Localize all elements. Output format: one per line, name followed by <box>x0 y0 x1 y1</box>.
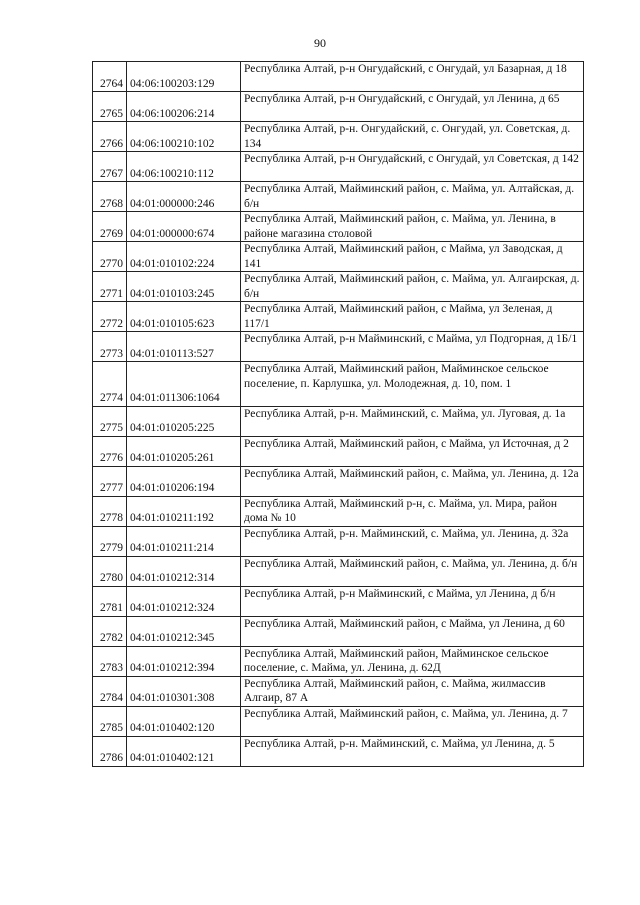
cadastral-number-cell: 04:01:010206:194 <box>127 466 241 496</box>
address-cell: Республика Алтай, р-н Онгудайский, с Онгудай, ул Ленина, д 65 <box>241 92 584 122</box>
row-number-cell: 2766 <box>93 122 127 152</box>
row-number-cell: 2781 <box>93 586 127 616</box>
address-cell: Республика Алтай, Майминский район, с Майма, ул Ленина, д 60 <box>241 616 584 646</box>
table-row <box>93 406 584 436</box>
row-number-cell: 2780 <box>93 556 127 586</box>
cadastral-number-cell: 04:01:010402:120 <box>127 706 241 736</box>
address-cell: Республика Алтай, Майминский район, с Майма, ул Зеленая, д 117/1 <box>241 302 584 332</box>
address-cell: Республика Алтай, Майминский район, Майминское сельское поселение, п. Карлушка, ул. Молодежная, д. 10, пом. 1 <box>241 362 584 407</box>
row-number-cell: 2779 <box>93 526 127 556</box>
address-cell: Республика Алтай, Майминский район, с. Майма, жилмассив Алгаир, 87 А <box>241 676 584 706</box>
address-cell: Республика Алтай, р-н. Онгудайский, с. Онгудай, ул. Советская, д. 134 <box>241 122 584 152</box>
cadastral-number-cell: 04:01:010212:345 <box>127 616 241 646</box>
table-row <box>93 302 584 332</box>
table-row <box>93 676 584 706</box>
row-number-cell: 2765 <box>93 92 127 122</box>
row-number-cell: 2773 <box>93 332 127 362</box>
row-number-cell: 2786 <box>93 736 127 766</box>
cadastral-number-cell: 04:01:010211:192 <box>127 496 241 526</box>
row-number-cell: 2768 <box>93 182 127 212</box>
cadastral-number-cell: 04:01:000000:674 <box>127 212 241 242</box>
cadastral-number-cell: 04:01:010211:214 <box>127 526 241 556</box>
table-row <box>93 92 584 122</box>
cadastral-number-cell: 04:01:000000:246 <box>127 182 241 212</box>
table-row <box>93 242 584 272</box>
address-cell: Республика Алтай, Майминский р-н, с. Майма, ул. Мира, район дома № 10 <box>241 496 584 526</box>
table-row <box>93 556 584 586</box>
row-number-cell: 2769 <box>93 212 127 242</box>
address-cell: Республика Алтай, Майминский район, с. Майма, ул. Ленина, в районе магазина столовой <box>241 212 584 242</box>
address-cell: Республика Алтай, Майминский район, Майминское сельское поселение, с. Майма, ул. Ленина, д. 62Д <box>241 646 584 676</box>
cadastral-number-cell: 04:06:100203:129 <box>127 62 241 92</box>
cadastral-number-cell: 04:01:010103:245 <box>127 272 241 302</box>
address-cell: Республика Алтай, Майминский район, с. Майма, ул. Алгаирская, д. б/н <box>241 272 584 302</box>
row-number-cell: 2784 <box>93 676 127 706</box>
address-cell: Республика Алтай, р-н. Майминский, с. Майма, ул Ленина, д. 5 <box>241 736 584 766</box>
cadastral-number-cell: 04:01:010205:225 <box>127 406 241 436</box>
address-cell: Республика Алтай, Майминский район, с. Майма, ул. Ленина, д. 7 <box>241 706 584 736</box>
address-cell: Республика Алтай, р-н Онгудайский, с Онгудай, ул Советская, д 142 <box>241 152 584 182</box>
row-number-cell: 2785 <box>93 706 127 736</box>
row-number-cell: 2775 <box>93 406 127 436</box>
cadastral-number-cell: 04:06:100210:102 <box>127 122 241 152</box>
table-row <box>93 122 584 152</box>
table-row <box>93 586 584 616</box>
cadastral-number-cell: 04:06:100206:214 <box>127 92 241 122</box>
cadastral-number-cell: 04:01:010102:224 <box>127 242 241 272</box>
address-cell: Республика Алтай, Майминский район, с. Майма, ул. Ленина, д. 12а <box>241 466 584 496</box>
table-row <box>93 466 584 496</box>
table-row <box>93 332 584 362</box>
row-number-cell: 2777 <box>93 466 127 496</box>
table-row <box>93 212 584 242</box>
table-row <box>93 436 584 466</box>
row-number-cell: 2770 <box>93 242 127 272</box>
cadastral-number-cell: 04:01:011306:1064 <box>127 362 241 407</box>
address-cell: Республика Алтай, Майминский район, с Майма, ул Источная, д 2 <box>241 436 584 466</box>
table-row <box>93 152 584 182</box>
table-row <box>93 362 584 407</box>
cadastral-number-cell: 04:01:010212:314 <box>127 556 241 586</box>
cadastral-number-cell: 04:01:010105:623 <box>127 302 241 332</box>
cadastral-number-cell: 04:01:010301:308 <box>127 676 241 706</box>
address-cell: Республика Алтай, р-н Онгудайский, с Онгудай, ул Базарная, д 18 <box>241 62 584 92</box>
address-cell: Республика Алтай, р-н Майминский, с Майма, ул Ленина, д б/н <box>241 586 584 616</box>
row-number-cell: 2776 <box>93 436 127 466</box>
table-row <box>93 62 584 92</box>
row-number-cell: 2767 <box>93 152 127 182</box>
table-row <box>93 706 584 736</box>
table-row <box>93 182 584 212</box>
cadastral-number-cell: 04:01:010113:527 <box>127 332 241 362</box>
address-cell: Республика Алтай, Майминский район, с. Майма, ул. Ленина, д. б/н <box>241 556 584 586</box>
address-cell: Республика Алтай, р-н. Майминский, с. Майма, ул. Луговая, д. 1а <box>241 406 584 436</box>
cadastral-number-cell: 04:01:010212:394 <box>127 646 241 676</box>
address-cell: Республика Алтай, Майминский район, с. Майма, ул. Алтайская, д. б/н <box>241 182 584 212</box>
address-cell: Республика Алтай, р-н. Майминский, с. Майма, ул. Ленина, д. 32а <box>241 526 584 556</box>
table-row <box>93 526 584 556</box>
table-row <box>93 646 584 676</box>
page-number: 90 <box>314 36 326 50</box>
registry-table <box>92 61 584 767</box>
cadastral-number-cell: 04:01:010205:261 <box>127 436 241 466</box>
cadastral-number-cell: 04:06:100210:112 <box>127 152 241 182</box>
row-number-cell: 2782 <box>93 616 127 646</box>
row-number-cell: 2772 <box>93 302 127 332</box>
table-row <box>93 272 584 302</box>
table-row <box>93 496 584 526</box>
address-cell: Республика Алтай, Майминский район, с Майма, ул Заводская, д 141 <box>241 242 584 272</box>
cadastral-number-cell: 04:01:010212:324 <box>127 586 241 616</box>
row-number-cell: 2783 <box>93 646 127 676</box>
row-number-cell: 2764 <box>93 62 127 92</box>
row-number-cell: 2778 <box>93 496 127 526</box>
row-number-cell: 2774 <box>93 362 127 407</box>
row-number-cell: 2771 <box>93 272 127 302</box>
cadastral-number-cell: 04:01:010402:121 <box>127 736 241 766</box>
address-cell: Республика Алтай, р-н Майминский, с Майма, ул Подгорная, д 1Б/1 <box>241 332 584 362</box>
table-row <box>93 736 584 766</box>
table-row <box>93 616 584 646</box>
registry-table-body <box>93 62 584 767</box>
